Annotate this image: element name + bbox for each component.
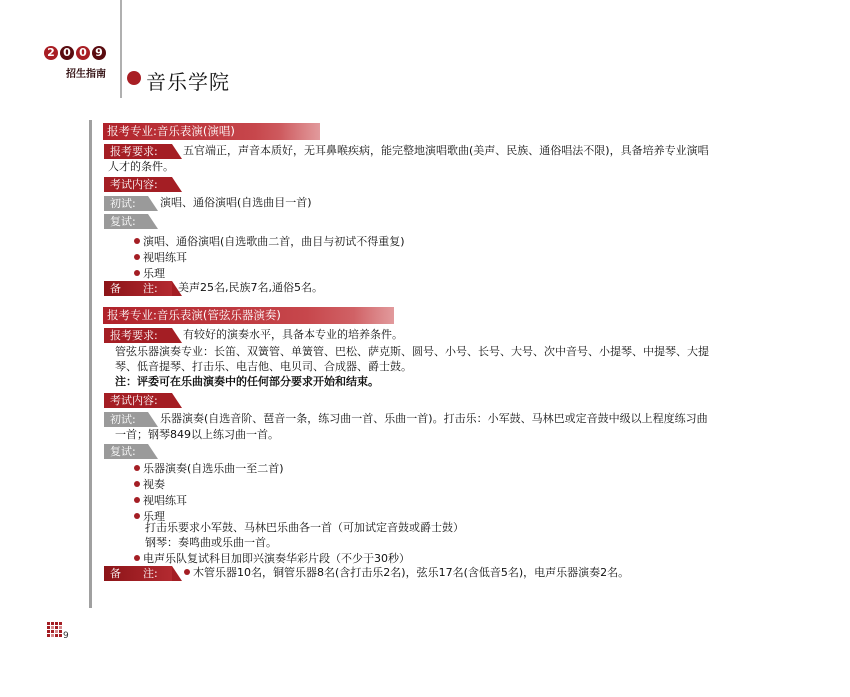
section-banner-vocal: 报考专业:音乐表演(演唱) (103, 123, 320, 140)
bullet-icon (134, 513, 140, 519)
bullet-icon (134, 497, 140, 503)
exam-content-label: 考试内容: (104, 393, 172, 408)
retest-label: 复试: (104, 444, 148, 459)
prelim-label: 初试: (104, 196, 148, 211)
exam-content-label: 考试内容: (104, 177, 172, 192)
bullet-dot-icon (127, 71, 141, 85)
prelim-label: 初试: (104, 412, 148, 427)
prelim-text: 乐器演奏(自选音阶、琶音一条，练习曲一首、乐曲一首)。打击乐：小军鼓、马林巴或定音鼓中级以上程度练习曲 (160, 412, 708, 425)
section-banner-orchestral: 报考专业:音乐表演(管弦乐器演奏) (103, 307, 394, 324)
logo-subtitle: 招生指南 (66, 69, 106, 80)
list-item (134, 234, 405, 250)
list-item (134, 266, 165, 282)
list-item (134, 461, 284, 477)
retest-detail: 打击乐要求小军鼓、马林巴乐曲各一首（可加试定音鼓或爵士鼓） (145, 521, 464, 534)
note-text: 木管乐器10名，铜管乐器8名(含打击乐2名)，弦乐17名(含低音5名)，电声乐器演奏2名。 (193, 566, 630, 579)
requirement-label: 报考要求: (104, 328, 172, 343)
bullet-icon (134, 481, 140, 487)
list-item (134, 250, 187, 266)
bullet-icon (134, 238, 140, 244)
retest-item: 视唱练耳 (143, 494, 187, 507)
bullet-icon (134, 254, 140, 260)
page-number-grid-icon (47, 622, 63, 638)
logo-digit: 9 (92, 46, 106, 60)
requirement-text: 有较好的演奏水平，具备本专业的培养条件。 (183, 328, 403, 341)
note-label: 备 注: (104, 566, 172, 581)
instrument-list-cont: 琴、低音提琴、打击乐、电吉他、电贝司、合成器、爵士鼓。 (115, 360, 412, 373)
requirement-text: 五官端正，声音本质好，无耳鼻喉疾病，能完整地演唱歌曲(美声、民族、通俗唱法不限)，具备培养专业演唱 (183, 144, 709, 157)
logo-digit: 0 (60, 46, 74, 60)
prelim-text-cont: 一首；钢琴849以上练习曲一首。 (115, 428, 279, 441)
page-number: 9 (63, 631, 69, 641)
bullet-icon (134, 270, 140, 276)
retest-item: 电声乐队复试科目加即兴演奏华彩片段（不少于30秒） (143, 552, 410, 565)
brochure-logo (44, 44, 124, 84)
judge-note: 注：评委可在乐曲演奏中的任何部分要求开始和结束。 (115, 375, 379, 388)
retest-detail: 钢琴：奏鸣曲或乐曲一首。 (145, 536, 277, 549)
retest-item: 视奏 (143, 478, 165, 491)
retest-item: 乐理 (143, 510, 165, 523)
bullet-icon (184, 569, 190, 575)
bullet-icon (134, 465, 140, 471)
logo-digit: 0 (76, 46, 90, 60)
retest-item: 乐理 (143, 267, 165, 280)
logo-digit: 2 (44, 46, 58, 60)
bullet-icon (134, 555, 140, 561)
retest-label: 复试: (104, 214, 148, 229)
requirement-text-cont: 人才的条件。 (108, 160, 174, 173)
note-label: 备 注: (104, 281, 172, 296)
list-item (134, 477, 165, 493)
retest-item: 乐器演奏(自选乐曲一至二首) (143, 462, 284, 475)
note-text: 美声25名,民族7名,通俗5名。 (178, 281, 323, 294)
retest-item: 视唱练耳 (143, 251, 187, 264)
logo-year (44, 44, 106, 62)
instrument-list: 管弦乐器演奏专业：长笛、双簧管、单簧管、巴松、萨克斯、圆号、小号、长号、大号、次中音号、小提琴、中提琴、大提 (115, 345, 709, 358)
page-title: 音乐学院 (146, 70, 230, 94)
note-item (184, 565, 629, 581)
retest-item: 演唱、通俗演唱(自选歌曲二首，曲目与初试不得重复) (143, 235, 405, 248)
content-rule (89, 120, 92, 608)
list-item (134, 493, 187, 509)
requirement-label: 报考要求: (104, 144, 172, 159)
prelim-text: 演唱、通俗演唱(自选曲目一首) (160, 196, 312, 209)
